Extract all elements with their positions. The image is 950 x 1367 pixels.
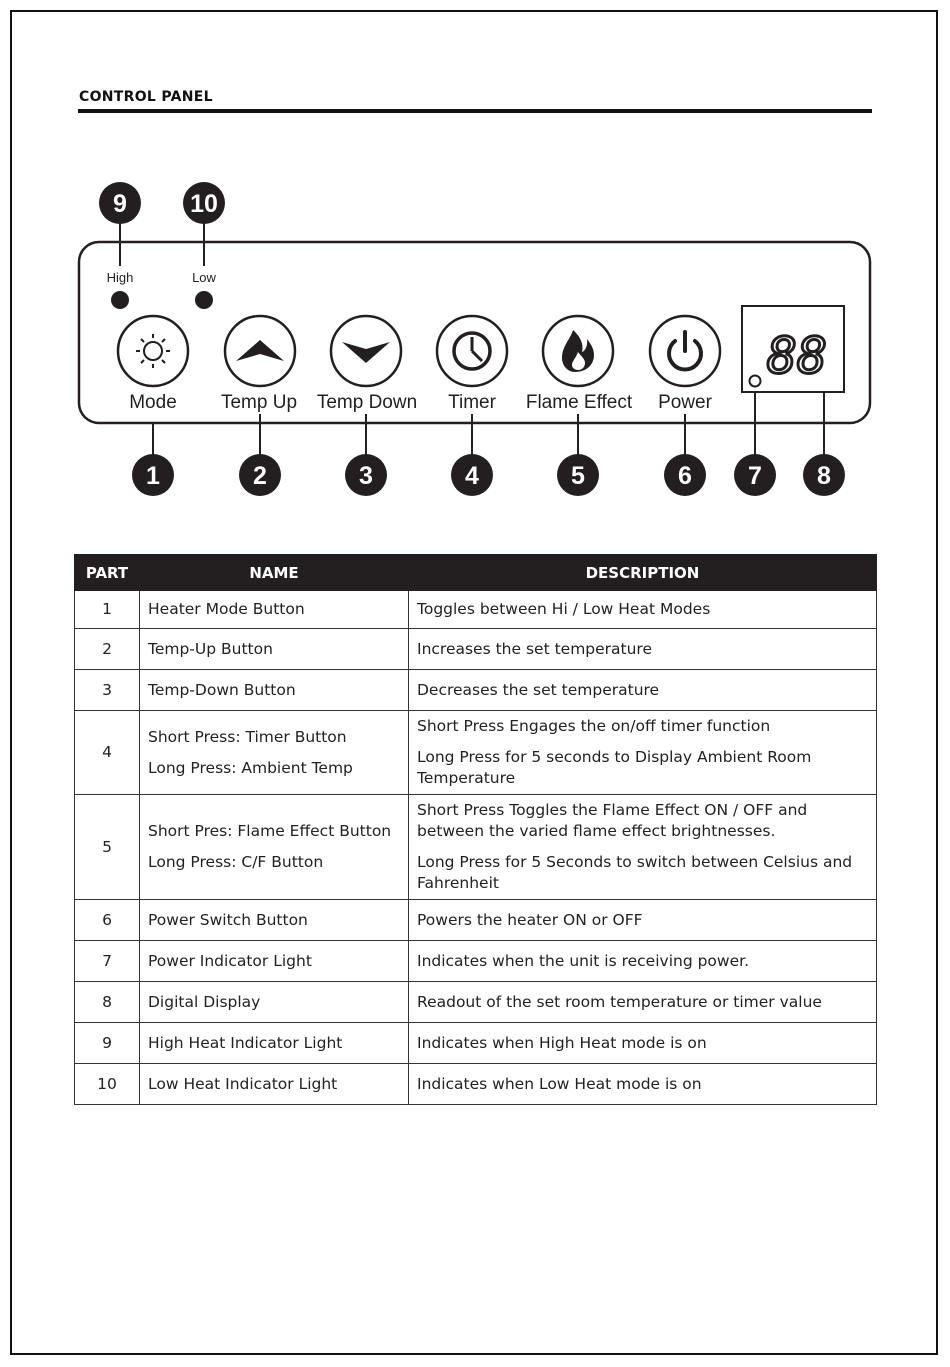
table-row xyxy=(75,591,877,629)
high-heat-indicator-light xyxy=(111,291,129,309)
callout-5 xyxy=(557,454,599,496)
table-row xyxy=(75,982,877,1023)
timer-button-label: Timer xyxy=(448,392,496,413)
high-indicator-label: High xyxy=(106,270,134,285)
name-cell: High Heat Indicator Light xyxy=(140,1023,409,1064)
callout-1 xyxy=(132,454,174,496)
callout-9 xyxy=(99,182,141,224)
part-cell: 9 xyxy=(75,1023,140,1064)
table-row xyxy=(75,670,877,711)
mode-button-label: Mode xyxy=(129,392,177,413)
svg-text:6: 6 xyxy=(678,462,692,490)
description-cell: Short Press Engages the on/off timer function Long Press for 5 seconds to Display Ambient Room Temperature xyxy=(409,711,877,795)
svg-text:1: 1 xyxy=(146,462,160,490)
parts-table xyxy=(74,554,877,1105)
description-cell: Readout of the set room temperature or timer value xyxy=(409,982,877,1023)
name-cell: Power Indicator Light xyxy=(140,941,409,982)
digital-display-readout: 88 xyxy=(766,327,828,385)
description-cell: Indicates when the unit is receiving power. xyxy=(409,941,877,982)
name-cell: Heater Mode Button xyxy=(140,591,409,629)
name-cell: Low Heat Indicator Light xyxy=(140,1064,409,1105)
name-cell: Power Switch Button xyxy=(140,900,409,941)
low-heat-indicator-light xyxy=(195,291,213,309)
control-panel-diagram xyxy=(0,0,950,520)
part-cell: 1 xyxy=(75,591,140,629)
svg-text:5: 5 xyxy=(571,462,585,490)
svg-text:3: 3 xyxy=(359,462,373,490)
table-row xyxy=(75,941,877,982)
part-cell: 10 xyxy=(75,1064,140,1105)
part-cell: 4 xyxy=(75,711,140,795)
header-part: PART xyxy=(75,555,140,591)
table-row xyxy=(75,711,877,795)
temp-up-button-label: Temp Up xyxy=(220,392,298,413)
description-cell: Powers the heater ON or OFF xyxy=(409,900,877,941)
description-cell: Toggles between Hi / Low Heat Modes xyxy=(409,591,877,629)
table-row xyxy=(75,900,877,941)
callout-2 xyxy=(239,454,281,496)
svg-text:9: 9 xyxy=(113,190,127,218)
callout-4 xyxy=(451,454,493,496)
power-button[interactable] xyxy=(650,316,720,386)
name-cell: Short Press: Timer Button Long Press: Ambient Temp xyxy=(140,711,409,795)
part-cell: 5 xyxy=(75,795,140,900)
table-row xyxy=(75,629,877,670)
mode-button[interactable] xyxy=(118,316,188,386)
section-title: CONTROL PANEL xyxy=(79,89,213,105)
callout-8 xyxy=(803,454,845,496)
table-row xyxy=(75,1023,877,1064)
name-cell: Temp-Up Button xyxy=(140,629,409,670)
flame-effect-button-label: Flame Effect xyxy=(525,392,633,413)
name-cell: Short Pres: Flame Effect Button Long Press: C/F Button xyxy=(140,795,409,900)
header-description: DESCRIPTION xyxy=(409,555,877,591)
name-cell: Temp-Down Button xyxy=(140,670,409,711)
description-cell: Short Press Toggles the Flame Effect ON / OFF and between the varied flame effect brightnesses. Long Press for 5 Seconds to switch between Celsius and Fahrenheit xyxy=(409,795,877,900)
timer-button[interactable] xyxy=(437,316,507,386)
table-header-row xyxy=(75,555,877,591)
callout-10 xyxy=(183,182,225,224)
description-cell: Decreases the set temperature xyxy=(409,670,877,711)
svg-text:10: 10 xyxy=(190,190,218,218)
description-cell: Indicates when Low Heat mode is on xyxy=(409,1064,877,1105)
description-cell: Increases the set temperature xyxy=(409,629,877,670)
callout-3 xyxy=(345,454,387,496)
part-cell: 8 xyxy=(75,982,140,1023)
clock-icon xyxy=(454,333,490,369)
name-cell: Digital Display xyxy=(140,982,409,1023)
part-cell: 3 xyxy=(75,670,140,711)
table-row xyxy=(75,795,877,900)
part-cell: 2 xyxy=(75,629,140,670)
svg-text:8: 8 xyxy=(817,462,831,490)
svg-text:4: 4 xyxy=(465,462,479,490)
low-indicator-label: Low xyxy=(192,270,216,285)
header-name: NAME xyxy=(140,555,409,591)
temp-down-button[interactable] xyxy=(331,316,401,386)
callout-7 xyxy=(734,454,776,496)
temp-up-button[interactable] xyxy=(225,316,295,386)
svg-text:2: 2 xyxy=(253,462,267,490)
callout-6 xyxy=(664,454,706,496)
temp-down-button-label: Temp Down xyxy=(316,392,418,413)
description-cell: Indicates when High Heat mode is on xyxy=(409,1023,877,1064)
table-row xyxy=(75,1064,877,1105)
svg-text:7: 7 xyxy=(748,462,762,490)
power-button-label: Power xyxy=(658,392,712,413)
part-cell: 6 xyxy=(75,900,140,941)
part-cell: 7 xyxy=(75,941,140,982)
flame-effect-button[interactable] xyxy=(543,316,613,386)
power-indicator-light xyxy=(750,376,761,387)
